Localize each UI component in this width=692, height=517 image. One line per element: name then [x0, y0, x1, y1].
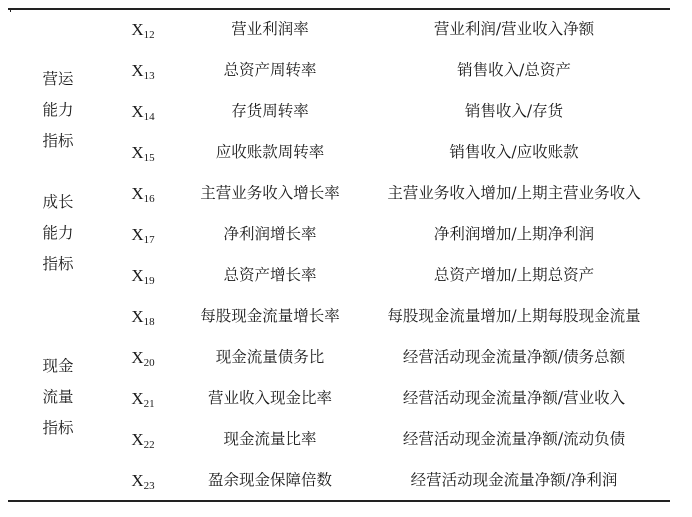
- indicator-formula: 主营业务收入增加/上期主营业务收入: [387, 184, 641, 202]
- table-row: [0, 337, 692, 378]
- category-line: 能力: [42, 224, 74, 242]
- indicator-name: 总资产周转率: [223, 61, 317, 79]
- category-line: 指标: [42, 419, 74, 437]
- table-row: [0, 173, 692, 214]
- indicator-code: $X_{22}$: [131, 430, 155, 451]
- indicator-name: 应收账款周转率: [215, 143, 325, 161]
- indicator-code: $X_{19}$: [131, 266, 155, 287]
- category-line: 能力: [42, 101, 74, 119]
- category-line: 流量: [42, 388, 74, 406]
- indicator-code: $X_{14}$: [131, 102, 155, 123]
- indicator-formula: 总资产增加/上期总资产: [433, 266, 595, 284]
- table-row: [0, 419, 692, 460]
- table-row: [0, 50, 692, 91]
- indicator-formula: 每股现金流量增加/上期每股现金流量: [387, 307, 641, 325]
- table-row: [0, 378, 692, 419]
- indicator-formula: 营业利润/营业收入净额: [433, 20, 595, 38]
- indicator-formula: 经营活动现金流量净额/债务总额: [402, 348, 626, 366]
- indicator-code: $X_{20}$: [131, 348, 155, 369]
- indicator-formula: 经营活动现金流量净额/流动负债: [402, 430, 626, 448]
- indicator-name: 总资产增长率: [223, 266, 317, 284]
- indicator-formula: 销售收入/总资产: [457, 61, 571, 79]
- indicator-name: 主营业务收入增长率: [200, 184, 340, 202]
- category-line: 现金: [42, 357, 74, 375]
- indicator-formula: 经营活动现金流量净额/营业收入: [402, 389, 626, 407]
- indicator-formula: 销售收入/应收账款: [449, 143, 579, 161]
- indicator-code: $X_{13}$: [131, 61, 155, 82]
- table-row: [0, 9, 692, 50]
- indicator-code: $X_{18}$: [131, 307, 155, 328]
- indicator-code: $X_{12}$: [131, 20, 155, 41]
- indicator-name: 每股现金流量增长率: [200, 307, 340, 325]
- table-bottom-rule: [8, 500, 670, 502]
- indicator-name: 盈余现金保障倍数: [207, 471, 332, 489]
- indicator-name: 营业收入现金比率: [207, 389, 332, 407]
- indicator-name: 现金流量债务比: [215, 348, 325, 366]
- table-row: [0, 460, 692, 501]
- indicator-code: $X_{15}$: [131, 143, 155, 164]
- indicator-name: 净利润增长率: [223, 225, 317, 243]
- indicator-code: $X_{23}$: [131, 471, 155, 492]
- category-line: 指标: [42, 255, 74, 273]
- indicator-name: 现金流量比率: [223, 430, 317, 448]
- table-row: [0, 255, 692, 296]
- table-row: [0, 91, 692, 132]
- category-line: 指标: [42, 132, 74, 150]
- table-row: [0, 132, 692, 173]
- indicator-formula: 净利润增加/上期净利润: [433, 225, 595, 243]
- indicator-code: $X_{16}$: [131, 184, 155, 205]
- category-line: 成长: [42, 193, 74, 211]
- category-line: 营运: [42, 70, 74, 88]
- table-row: [0, 296, 692, 337]
- table-row: [0, 214, 692, 255]
- indicator-name: 营业利润率: [231, 20, 309, 38]
- indicator-formula: 销售收入/存货: [464, 102, 564, 120]
- indicator-code: $X_{21}$: [131, 389, 155, 410]
- indicator-code: $X_{17}$: [131, 225, 155, 246]
- indicator-name: 存货周转率: [231, 102, 309, 120]
- indicator-formula: 经营活动现金流量净额/净利润: [410, 471, 618, 489]
